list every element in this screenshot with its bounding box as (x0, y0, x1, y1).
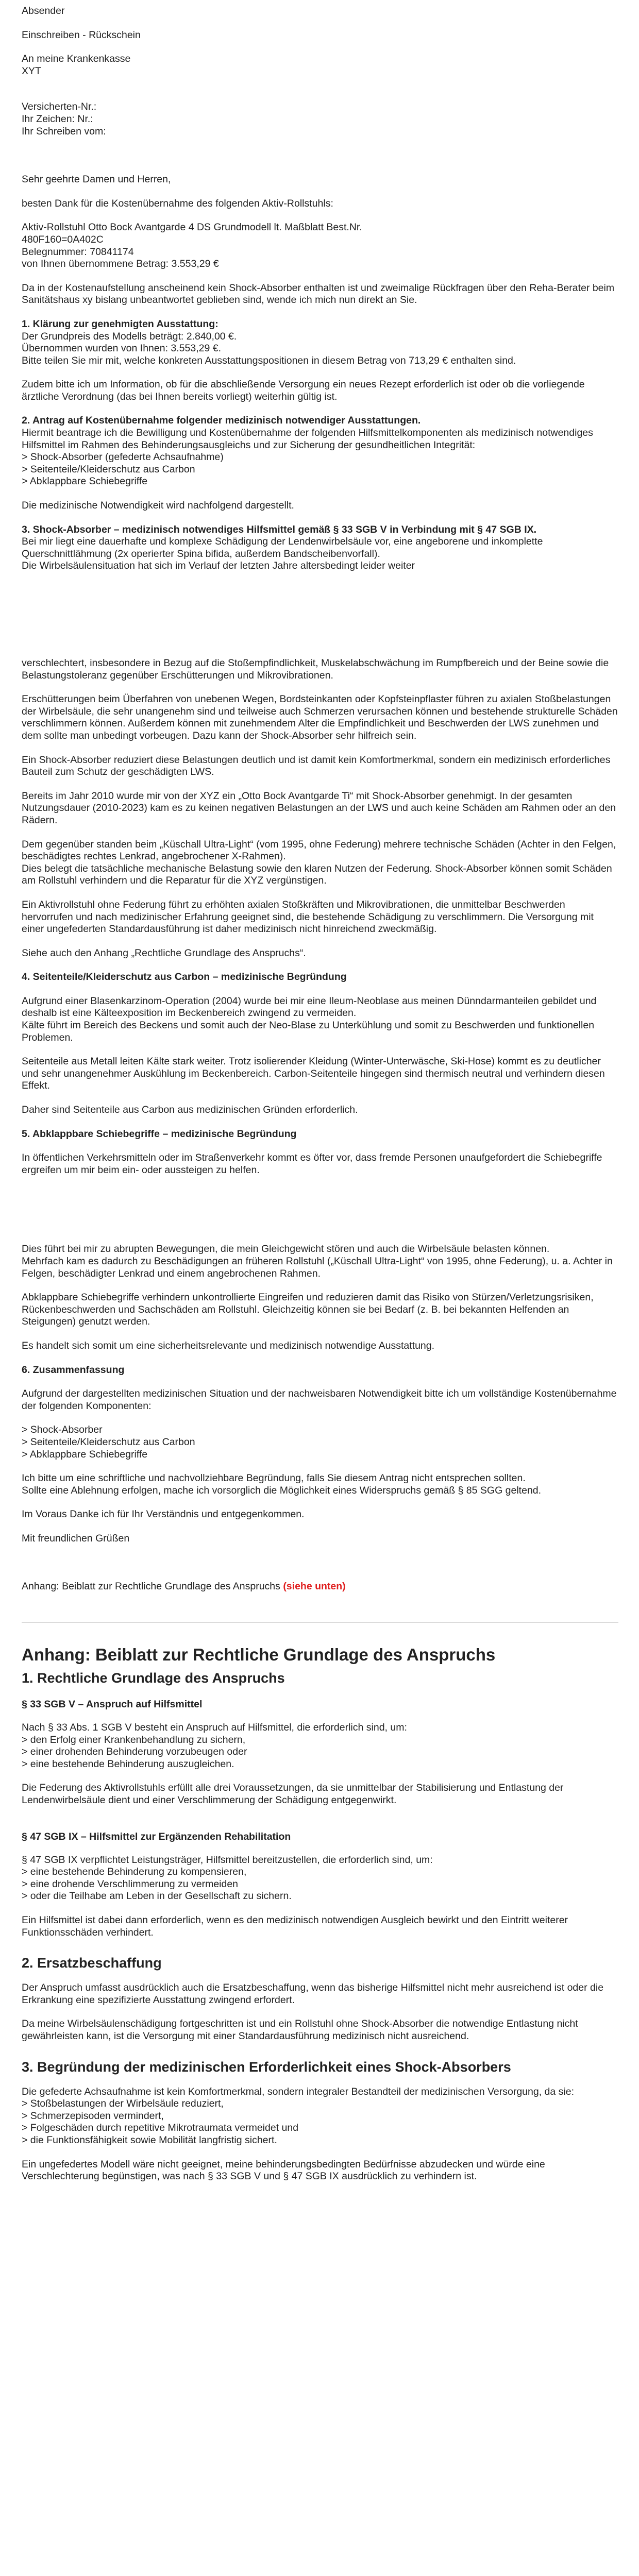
list-item: > Stoßbelastungen der Wirbelsäule reduziert, (22, 2098, 224, 2110)
section-1-line: Der Grundpreis des Modells beträgt: 2.840,00 €. (22, 330, 237, 342)
list-item: > Seitenteile/Kleiderschutz aus Carbon (22, 463, 195, 475)
annex-paragraph: Die Federung des Aktivrollstuhls erfüllt alle drei Voraussetzungen, da sie unmittelbar der Stabilisierung und Entlastung der Lendenwirbelsäule dient und einer Verschlimmerung der Schädigung entgegenwirkt. (22, 1782, 564, 1806)
product-line: von Ihnen übernommene Betrag: 3.553,29 € (22, 258, 219, 270)
list-item: > die Funktionsfähigkeit sowie Mobilität langfristig sichert. (22, 2134, 277, 2146)
annex-subheading-33: § 33 SGB V – Anspruch auf Hilfsmittel (22, 1699, 203, 1710)
section-6-paragraph: Sollte eine Ablehnung erfolgen, mache ich vorsorglich die Möglichkeit eines Widerspruchs gemäß § 85 SGG geltend. (22, 1484, 542, 1496)
reference-letter: Ihr Schreiben vom: (22, 125, 106, 137)
list-item: > eine bestehende Behinderung zu kompensieren, (22, 1866, 247, 1878)
list-item: > Abklappbare Schiebegriffe (22, 1448, 148, 1460)
product-line: Belegnummer: 70841174 (22, 246, 134, 258)
product-line: 480F160=0A402C (22, 233, 104, 245)
list-item: > oder die Teilhabe am Leben in der Gesellschaft zu sichern. (22, 1890, 292, 1902)
list-item: > den Erfolg einer Krankenbehandlung zu sichern, (22, 1734, 246, 1745)
salutation: Sehr geehrte Damen und Herren, (22, 174, 171, 185)
section-3-line: Die Wirbelsäulensituation hat sich im Verlauf der letzten Jahre altersbedingt leider weiter (22, 560, 415, 572)
section-2-title: 2. Antrag auf Kostenübernahme folgender medizinisch notwendiger Ausstattungen. (22, 415, 421, 427)
annex-note (22, 1581, 618, 1593)
annex-paragraph: Ein Hilfsmittel ist dabei dann erforderlich, wenn es den medizinisch notwendigen Ausgleich bewirkt und den Eintritt weiterer Funktionsschäden verhindert. (22, 1914, 568, 1938)
section-5-paragraph: In öffentlichen Verkehrsmitteln oder im Straßenverkehr kommt es öfter vor, dass fremde Personen unaufgefordert die Schiebegriffe ergreifen um mir beim ein- oder aussteigen zu helfen. (22, 1152, 602, 1176)
annex-heading-1: 1. Rechtliche Grundlage des Anspruchs (22, 1670, 285, 1686)
section-1-title: 1. Klärung zur genehmigten Ausstattung: (22, 318, 218, 330)
letter-body-page3 (22, 1243, 618, 1592)
annex-block-4 (22, 2086, 618, 2183)
annex-paragraph: § 47 SGB IX verpflichtet Leistungsträger, Hilfsmittel bereitzustellen, die erforderlich sind, um: (22, 1854, 433, 1866)
shipping-method: Einschreiben - Rückschein (22, 29, 141, 41)
list-item: > eine bestehende Behinderung auszugleichen. (22, 1758, 234, 1770)
section-4-paragraph: Aufgrund einer Blasenkarzinom-Operation (2004) wurde bei mir eine Ileum-Neoblase aus meinen Dünndarmanteilen gebildet und deshalb ist eine Kälteexposition im Beckenbereich zwingend zu vermeiden. (22, 995, 597, 1019)
section-6-paragraph: Aufgrund der dargestellten medizinischen Situation und der nachweisbaren Notwendigkeit bitte ich um vollständige Kostenübernahme der folgenden Komponenten: (22, 1388, 617, 1412)
section-3-paragraph: Erschütterungen beim Überfahren von unebenen Wegen, Bordsteinkanten oder Kopfsteinpflaster führen zu axialen Stoßbelastungen der Wirbelsäule, die sehr unangenehm sind und teilweise auch Schmerzen verursachen können und bestehende strukturelle Schäden verschlimmern können. Außerdem können mit zunehmendem Alter die Empfindlichkeit und Beschwerden der LWS zunehmen und dem sollte man unbedingt vorbeugen. Dazu kann der Shock-Absorber sehr hilfreich sein. (22, 693, 618, 741)
section-3-line: Bei mir liegt eine dauerhafte und komplexe Schädigung der Lendenwirbelsäule vor, eine angeborene und inkomplette Querschnittlähmung (2x operierter Spina bifida, außerdem Bandscheibenvorfall). (22, 536, 543, 560)
section-3-title: 3. Shock-Absorber – medizinisch notwendiges Hilfsmittel gemäß § 33 SGB V in Verbindung mit § 47 SGB IX. (22, 523, 537, 535)
product-line: Aktiv-Rollstuhl Otto Bock Avantgarde 4 DS Grundmodell lt. Maßblatt Best.Nr. (22, 222, 362, 233)
annex-block-1 (22, 1722, 618, 1807)
section-6-title: 6. Zusammenfassung (22, 1364, 125, 1376)
cost-paragraph: Da in der Kostenaufstellung anscheinend kein Shock-Absorber enthalten ist und zweimalige Rückfragen über den Reha-Berater beim Sanitätshaus xy bislang unbeantwortet geblieben sind, wende ich mich nun direkt an Sie. (22, 282, 615, 306)
section-3-reference: Siehe auch den Anhang „Rechtliche Grundlage des Anspruchs“. (22, 947, 306, 959)
section-5-paragraph: Es handelt sich somit um eine sicherheitsrelevante und medizinisch notwendige Ausstattung. (22, 1340, 435, 1351)
letter-body (22, 174, 618, 572)
annex-paragraph: Da meine Wirbelsäulenschädigung fortgeschritten ist und ein Rollstuhl ohne Shock-Absorber die notwendige Entlastung nicht gewährleisten kann, ist die Versorgung mit einer Standardausführung medizinisch nicht ausreichend. (22, 2018, 578, 2042)
section-5-paragraph: Dies führt bei mir zu abrupten Bewegungen, die mein Gleichgewicht stören und auch die Wirbelsäule belasten können. (22, 1243, 550, 1255)
section-1-line: Bitte teilen Sie mir mit, welche konkreten Ausstattungspositionen in diesem Betrag von 713,29 € enthalten sind. (22, 354, 516, 366)
letter-header (22, 5, 618, 138)
section-3-heading (22, 524, 618, 536)
section-1-paragraph: Zudem bitte ich um Information, ob für die abschließende Versorgung ein neues Rezept erforderlich ist oder ob die vorliegende ärztliche Verordnung (das bei Ihnen bereits vorliegt) weiterhin gültig ist. (22, 379, 585, 402)
annex-heading-2: 2. Ersatzbeschaffung (22, 1955, 162, 1971)
section-5-title: 5. Abklappbare Schiebegriffe – medizinische Begründung (22, 1128, 297, 1140)
annex-heading-3: 3. Begründung der medizinischen Erforderlichkeit eines Shock-Absorbers (22, 2059, 511, 2075)
list-item: > einer drohenden Behinderung vorzubeugen oder (22, 1746, 247, 1758)
annex-block-3 (22, 1982, 618, 2042)
list-item: > Shock-Absorber (22, 1424, 103, 1436)
annex-paragraph: Ein ungefedertes Modell wäre nicht geeignet, meine behinderungsbedingten Bedürfnisse abzudecken und würde eine Verschlechterung begünstigen, was nach § 33 SGB V und § 47 SGB IX ausdrücklich zu verhindern ist. (22, 2158, 545, 2182)
list-item: > Shock-Absorber (gefederte Achsaufnahme) (22, 451, 224, 463)
list-item: > Folgeschäden durch repetitive Mikrotraumata vermeidet und (22, 2122, 299, 2134)
section-5-paragraph: Abklappbare Schiebegriffe verhindern unkontrollierte Eingreifen und reduzieren damit das Risiko von Stürzen/Verletzungsrisiken, Rückenbeschwerden und Sachschäden am Rollstuhl. Gleichzeitig können sie bei Bedarf (z. B. bei bekannten Helfenden an Steigungen) genutzt werden. (22, 1292, 594, 1328)
list-item: > Schmerzepisoden vermindert, (22, 2110, 164, 2122)
section-2-heading (22, 415, 618, 427)
section-3-paragraph: Dem gegenüber standen beim „Küschall Ultra-Light“ (vom 1995, ohne Federung) mehrere technische Schäden (Achter in den Felgen, beschädigtes rechtes Lenkrad, angebrochener X-Rahmen). (22, 838, 616, 862)
sender: Absender (22, 5, 65, 16)
annex-note-text: Anhang: Beiblatt zur Rechtliche Grundlage des Anspruchs (22, 1580, 280, 1592)
annex-paragraph: Der Anspruch umfasst ausdrücklich auch die Ersatzbeschaffung, wenn das bisherige Hilfsmittel nicht mehr ausreichend ist oder die Erkrankung eine spezifizierte Ausstattung zwingend erfordert. (22, 1982, 604, 2006)
list-item: > Seitenteile/Kleiderschutz aus Carbon (22, 1436, 195, 1448)
letter-body-continued (22, 657, 618, 1176)
annex-paragraph: Die gefederte Achsaufnahme ist kein Komfortmerkmal, sondern integraler Bestandteil der medizinischen Versorgung, da sie: (22, 2086, 574, 2097)
section-4-paragraph: Kälte führt im Bereich des Beckens und somit auch der Neo-Blase zu Unterkühlung und somit zu Beschwerden und funktionellen Problemen. (22, 1020, 595, 1043)
section-6-paragraph: Im Voraus Danke ich für Ihr Verständnis und entgegenkommen. (22, 1509, 305, 1520)
section-3-paragraph: Ein Aktivrollstuhl ohne Federung führt zu erhöhten axialen Stoßkräften und Mikrovibrationen, die unmittelbar Beschwerden hervorrufen und nach medizinischer Erfahrung geeignet sind, die bestehende Schädigung zu verschlimmern. Die Versorgung mit einer ungefederten Standardausführung ist daher medizinisch nicht hinreichend zweckmäßig. (22, 899, 594, 935)
list-item: > eine drohende Verschlimmerung zu vermeiden (22, 1878, 239, 1890)
section-2-note: Die medizinische Notwendigkeit wird nachfolgend dargestellt. (22, 500, 294, 512)
recipient-line: XYT (22, 65, 41, 77)
section-2-paragraph: Hiermit beantrage ich die Bewilligung und Kostenübernahme der folgenden Hilfsmittelkomponenten als medizinisch notwendiges Hilfsmittel im Rahmen des Behinderungsausgleichs und zur Sicherung der gesundheitlichen Integrität: (22, 427, 593, 451)
section-3-paragraph: Dies belegt die tatsächliche mechanische Belastung sowie den klaren Nutzen der Federung. Shock-Absorber können somit Schäden am Rollstuhl verhindern und die Reparatur für die XYZ vergünstigen. (22, 862, 612, 887)
section-6-heading (22, 1364, 618, 1377)
annex-block-2 (22, 1854, 618, 1939)
section-3-paragraph: Bereits im Jahr 2010 wurde mir von der XYZ ein „Otto Bock Avantgarde Ti“ mit Shock-Absorber genehmigt. In der gesamten Nutzungsdauer (2010-2023) kam es zu keinen negativen Belastungen an der LWS und auch keine Schäden am Rahmen oder an den Rädern. (22, 790, 616, 826)
section-5-paragraph: Mehrfach kam es dadurch zu Beschädigungen an früheren Rollstuhl („Küschall Ultra-Light“ von 1995, ohne Federung), u. a. Achter in Felgen, beschädigter Lenkrad und einem angebrochenen Rahmen. (22, 1256, 613, 1279)
annex (22, 1645, 618, 2183)
annex-title: Anhang: Beiblatt zur Rechtliche Grundlage des Anspruchs (22, 1645, 496, 1665)
reference-yours: Ihr Zeichen: Nr.: (22, 113, 93, 125)
section-5-heading (22, 1128, 618, 1141)
section-4-title: 4. Seitenteile/Kleiderschutz aus Carbon – medizinische Begründung (22, 971, 347, 983)
section-1-line: Übernommen wurden von Ihnen: 3.553,29 €. (22, 343, 222, 354)
section-1-heading (22, 318, 618, 331)
section-4-paragraph: Seitenteile aus Metall leiten Kälte stark weiter. Trotz isolierender Kleidung (Winter-Unterwäsche, Ski-Hose) kommt es zu deutlicher und sehr unangenehmer Auskühlung im Beckenbereich. Carbon-Seitenteile hingegen sind thermisch neutral und verhindern diesen Effekt. (22, 1056, 605, 1092)
list-item: > Abklappbare Schiebegriffe (22, 476, 148, 487)
section-3-paragraph: verschlechtert, insbesondere in Bezug auf die Stoßempfindlichkeit, Muskelabschwächung im Rumpfbereich und der Beine sowie die Belastungstoleranz gegenüber Erschütterungen und Mikrovibrationen. (22, 657, 609, 681)
intro-paragraph: besten Dank für die Kostenübernahme des folgenden Aktiv-Rollstuhls: (22, 197, 333, 209)
reference-insured: Versicherten-Nr.: (22, 101, 97, 113)
closing: Mit freundlichen Grüßen (22, 1532, 130, 1544)
recipient-line: An meine Krankenkasse (22, 53, 131, 65)
annex-note-link[interactable]: (siehe unten) (283, 1580, 346, 1592)
annex-paragraph: Nach § 33 Abs. 1 SGB V besteht ein Anspruch auf Hilfsmittel, die erforderlich sind, um: (22, 1722, 407, 1734)
annex-subheading-47: § 47 SGB IX – Hilfsmittel zur Ergänzenden Rehabilitation (22, 1831, 291, 1842)
section-4-paragraph: Daher sind Seitenteile aus Carbon aus medizinischen Gründen erforderlich. (22, 1104, 358, 1116)
section-6-paragraph: Ich bitte um eine schriftliche und nachvollziehbare Begründung, falls Sie diesem Antrag nicht entsprechen sollten. (22, 1472, 526, 1484)
section-3-paragraph: Ein Shock-Absorber reduziert diese Belastungen deutlich und ist damit kein Komfortmerkmal, sondern ein medizinisch erforderliches Bauteil zum Schutz der geschädigten LWS. (22, 754, 611, 778)
section-4-heading (22, 971, 618, 984)
